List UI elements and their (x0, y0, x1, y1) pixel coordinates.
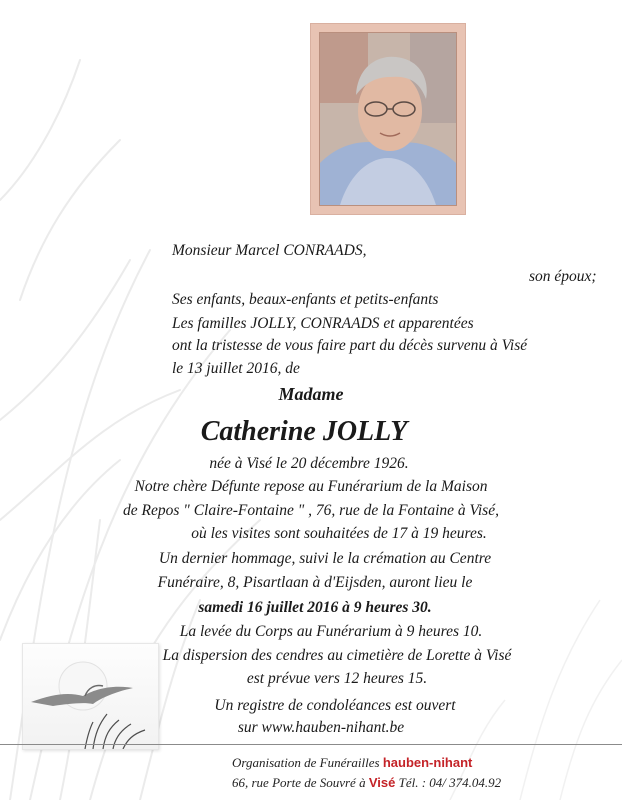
children-line: Ses enfants, beaux-enfants et petits-enfants (172, 291, 439, 308)
spouse-line: Monsieur Marcel CONRAADS, (172, 242, 367, 259)
birth-line: née à Visé le 20 décembre 1926. (209, 455, 409, 472)
footer-org-prefix: Organisation de Funérailles (232, 755, 380, 770)
date-line: le 13 juillet 2016, de (172, 360, 300, 377)
footer-brand: hauben-nihant (382, 755, 473, 770)
register-line-2: sur www.hauben-nihant.be (237, 719, 405, 736)
rest-line-2: de Repos " Claire-Fontaine " , 76, rue de la Fontaine à Visé, (123, 502, 499, 519)
rest-line-1: Notre chère Défunte repose au Funérarium de la Maison (134, 478, 488, 495)
footer-organisation (232, 756, 472, 769)
bird-illustration (22, 643, 159, 750)
dispersion-line-1: La dispersion des cendres au cimetière de Lorette à Visé (162, 647, 512, 664)
footer-phone: Tél. : 04/ 374.04.92 (398, 775, 502, 790)
levee-line: La levée du Corps au Funérarium à 9 heures 10. (179, 623, 483, 640)
deceased-name: Catherine JOLLY (200, 416, 408, 447)
rest-line-3: où les visites sont souhaitées de 17 à 19 heures. (191, 525, 487, 542)
footer-address (232, 776, 501, 789)
ceremony-date: samedi 16 juillet 2016 à 9 heures 30. (198, 599, 432, 616)
deceased-title: Madame (278, 384, 344, 404)
spouse-role: son époux; (529, 268, 597, 285)
dispersion-line-2: est prévue vers 12 heures 15. (246, 670, 428, 687)
footer-address-prefix: 66, rue Porte de Souvré à (232, 775, 366, 790)
sorrow-line: ont la tristesse de vous faire part du décès survenu à Visé (172, 337, 528, 354)
portrait-photo (319, 32, 457, 206)
register-line-1: Un registre de condoléances est ouvert (214, 697, 456, 714)
tribute-line-1: Un dernier hommage, suivi le la crémation au Centre (158, 550, 492, 567)
tribute-line-2: Funéraire, 8, Pisartlaan à d'Eijsden, auront lieu le (157, 574, 473, 591)
footer-city: Visé (368, 775, 396, 790)
portrait-frame (311, 24, 465, 214)
footer-divider (0, 744, 622, 745)
families-line: Les familles JOLLY, CONRAADS et apparentées (172, 315, 474, 332)
